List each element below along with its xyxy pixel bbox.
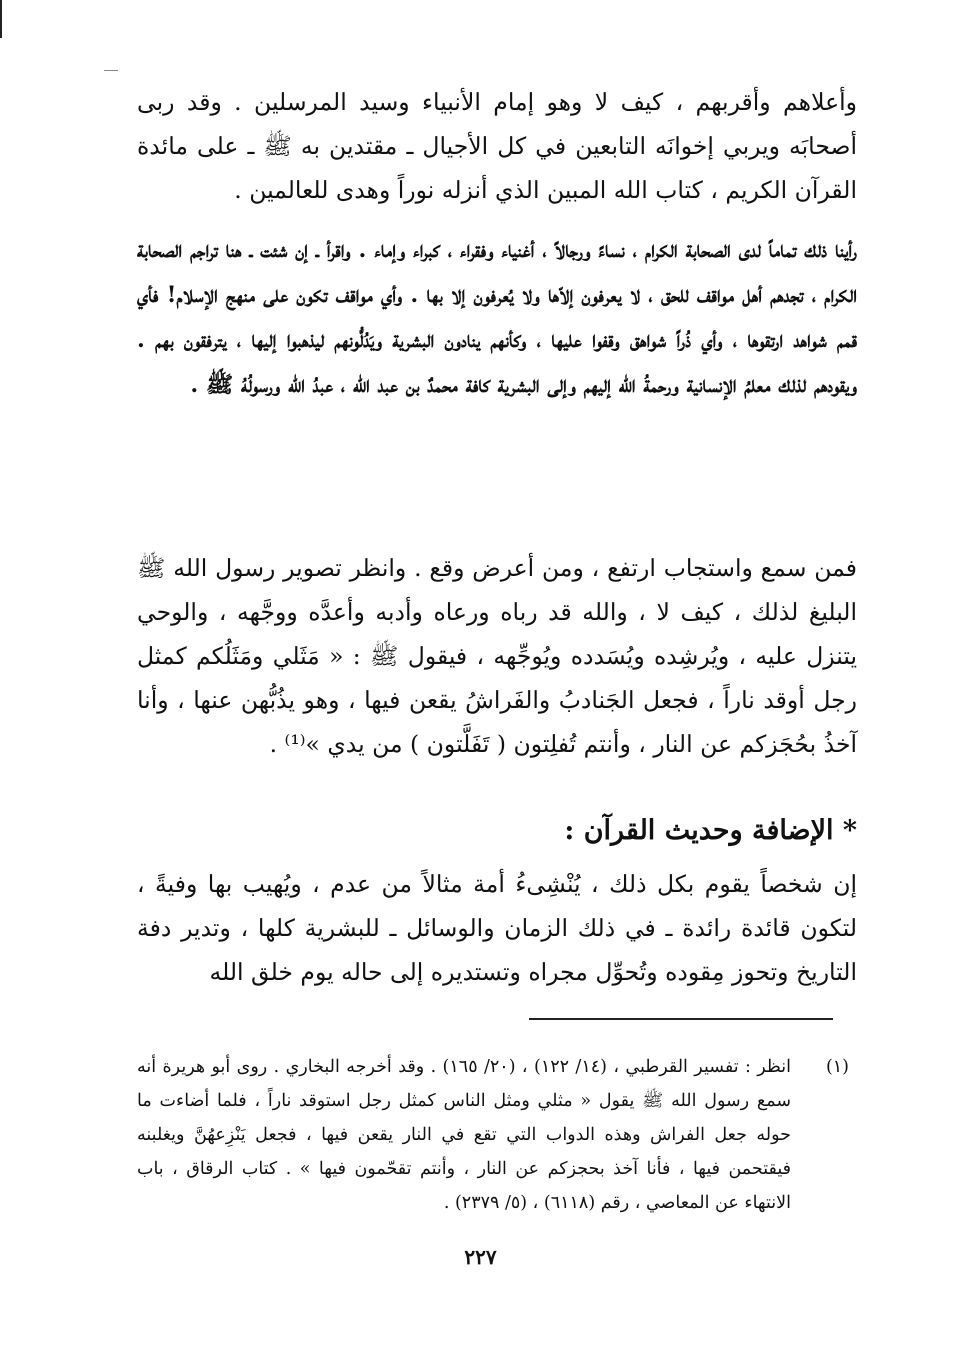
scan-corner-mark [104,70,118,71]
footnote-text: انظر : تفسير القرطبي ، (١٤/ ١٢٢) ، (٢٠/ ١٦٥) . وقد أخرجه البخاري . روى أبو هريرة أنه سمع رسول الله ﷺ يقول « مثلي ومثل الناس كمثل رجل استوقد ناراً ، فلما أضاءت ما حوله جعل الفراش وهذه الدواب التي تقع في النار يقعن فيها ، فجعل يَنْزِعهُنَّ ويغلبنه فيقتحمن فيها ، فأنا آخذ بحجزكم عن النار ، وأنتم تقحّمون فيها » . كتاب الرقاق ، باب الانتهاء عن المعاصي ، رقم (٦١١٨) ، (٥/ ٢٣٧٩) . [137,1057,791,1213]
page-number: ٢٢٧ [464,1245,497,1269]
footnote [137,1050,849,1220]
paragraph-4 [137,862,857,994]
section-heading: * الإضافة وحديث القرآن : [564,815,857,846]
paragraph-1-text: وأعلاهم وأقربهم ، كيف لا وهو إمام الأنبياء وسيد المرسلين . وقد ربى أصحابَه ويربي إخوانَه التابعين في كل الأجيال ـ مقتدين به ﷺ ـ على مائدة القرآن الكريم ، كتاب الله المبين الذي أنزله نوراً وهدى للعالمين . [137,88,857,204]
paragraph-2 [137,228,857,408]
scan-edge-mark [0,0,2,38]
paragraph-3 [137,546,857,766]
paragraph-2-text: رأينا ذلك تماماً لدى الصحابة الكرام ، نساءً ورجالاً ، أغنياء وفقراء ، كبراء وإماء . واقرأ ـ إن شئت ـ هنا تراجم الصحابة الكرام ، تجدهم أهل مواقف للحق ، لا يعرفون إلاّها ولا يُعرفون إلا بها . وأي مواقف تكون على منهج الإسلام! فأي قمم شواهد ارتقوها ، وأي ذُراً شواهق وقفوا عليها ، وكأنهم ينادون البشرية ويَدُلُّونهم ليذهبوا إليها ، يترفقون بهم . ويقودهم لذلك معلمُ الإنسانية ورحمةُ الله إليهم وإلى البشرية كافة محمدٌ بن عبد الله ، عبدُ الله ورسولُهُ ﷺ . [137,237,857,398]
paragraph-1 [137,80,857,212]
paragraph-3-text: فمن سمع واستجاب ارتفع ، ومن أعرض وقع . وانظر تصوير رسول الله ﷺ البليغ لذلك ، كيف لا ، والله قد رباه ورعاه وأدبه وأعدَّه ووجَّهه ، والوحي يتنزل عليه ، ويُرشِده ويُسَدده ويُوجِّهه ، فيقول ﷺ : « مَثَلي ومَثَلُكم كمثل رجل أوقد ناراً ، فجعل الجَنادبُ والفَراشُ يقعن فيها ، وهو يذُبُّهن عنها ، وأنا آخذُ بحُجَزكم عن النار ، وأنتم تُفلِتون ( تَفَلَّتون ) من يدي »⁽¹⁾ . [137,554,857,758]
footnote-separator [529,1018,833,1020]
paragraph-4-text: إن شخصاً يقوم بكل ذلك ، يُنْشِىءُ أمة مثالاً من عدم ، ويُهيب بها وفيةً ، لتكون قائدة رائدة ـ في ذلك الزمان والوسائل ـ للبشرية كلها ، وتدير دفة التاريخ وتحوز مِقوده وتُحوِّل مجراه وتستديره إلى حاله يوم خلق الله [137,870,857,986]
footnote-marker: (١) [825,1057,849,1077]
